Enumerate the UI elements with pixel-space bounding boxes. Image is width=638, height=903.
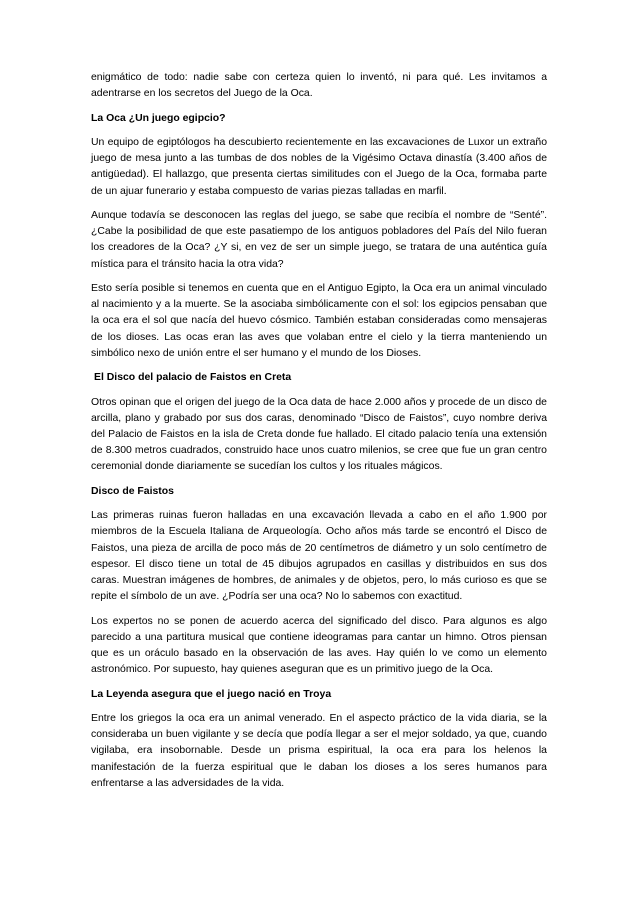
paragraph-egiptologos: Un equipo de egiptólogos ha descubierto recientemente en las excavaciones de Luxor un extraño juego de mesa junto a las tumbas de dos nobles de la Vigésimo Octava dinastía (3.400 años de antigüedad). El hallazgo, que presenta ciertas similitudes con el Juego de la Oca, formaba parte de un ajuar funerario y estaba compuesto de varias piezas talladas en marfil. — [91, 136, 547, 197]
document-page — [91, 70, 547, 800]
heading-disco-palacio: El Disco del palacio de Faistos en Creta — [94, 372, 292, 384]
heading-disco-faistos: Disco de Faistos — [91, 485, 174, 497]
paragraph-ruinas: Las primeras ruinas fueron halladas en una excavación llevada a cabo en el año 1.900 por miembros de la Escuela Italiana de Arqueología. Ocho años más tarde se encontró el Disco de Faistos, una pieza de arcilla de poco más de 20 centímetros de diámetro y un solo centímetro de espesor. El disco tiene un total de 45 dibujos agrupados en casillas y distribuidos en sus dos caras. Muestran imágenes de hombres, de animales y de objetos, pero, lo más curioso es que se repite el símbolo de un ave. ¿Podría ser una oca? No lo sabemos con exactitud. — [91, 510, 547, 603]
heading-oca-egipcio: La Oca ¿Un juego egipcio? — [91, 112, 226, 124]
paragraph-egipto-oca: Esto sería posible si tenemos en cuenta que en el Antiguo Egipto, la Oca era un animal vinculado al nacimiento y a la muerte. Se la asociaba simbólicamente con el sol: los egipcios pensaban que la oca era el sol que nacía del huevo cósmico. También estaban consideradas como mensajeras de los dioses. Las ocas eran las aves que volaban entre el cielo y la tierra manteniendo un simbólico nexo de unión entre el ser humano y el mundo de los Dioses. — [91, 282, 547, 359]
paragraph-expertos: Los expertos no se ponen de acuerdo acerca del significado del disco. Para algunos es algo parecido a una partitura musical que contiene ideogramas para cantar un himno. Otros piensan que es un oráculo basado en la observación de las aves. Hay quién lo ve como un elemento astronómico. Por supuesto, hay quienes aseguran que es un primitivo juego de la Oca. — [91, 615, 547, 676]
intro-paragraph: enigmático de todo: nadie sabe con certeza quien lo inventó, ni para qué. Les invitamos a adentrarse en los secretos del Juego de la Oca. — [91, 72, 547, 100]
heading-leyenda-troya: La Leyenda asegura que el juego nació en Troya — [91, 688, 332, 700]
paragraph-sente: Aunque todavía se desconocen las reglas del juego, se sabe que recibía el nombre de “Senté”. ¿Cabe la posibilidad de que este pasatiempo de los antiguos pobladores del País del Nilo fueran los creadores de la Oca? ¿Y si, en vez de ser un simple juego, se tratara de una auténtica guía mística para el tránsito hacia la otra vida? — [91, 209, 547, 270]
paragraph-origen-disco: Otros opinan que el origen del juego de la Oca data de hace 2.000 años y procede de un disco de arcilla, plano y grabado por sus dos caras, denominado “Disco de Faistos”, cuyo nombre deriva del Palacio de Faistos en la isla de Creta donde fue hallado. El citado palacio tenía una extensión de 8.300 metros cuadrados, construido hace unos cuatro milenios, se cree que fue un gran centro ceremonial donde diariamente se sucedían los cultos y los rituales mágicos. — [91, 396, 547, 473]
paragraph-griegos: Entre los griegos la oca era un animal venerado. En el aspecto práctico de la vida diaria, se la consideraba un buen vigilante y se decía que podía llegar a ser el mejor soldado, ya que, cuando vigilaba, era insobornable. Desde un prisma espiritual, la oca era para los helenos la manifestación de la fuerza espiritual que le daban los dioses a los seres humanos para enfrentarse a las adversidades de la vida. — [91, 712, 547, 789]
